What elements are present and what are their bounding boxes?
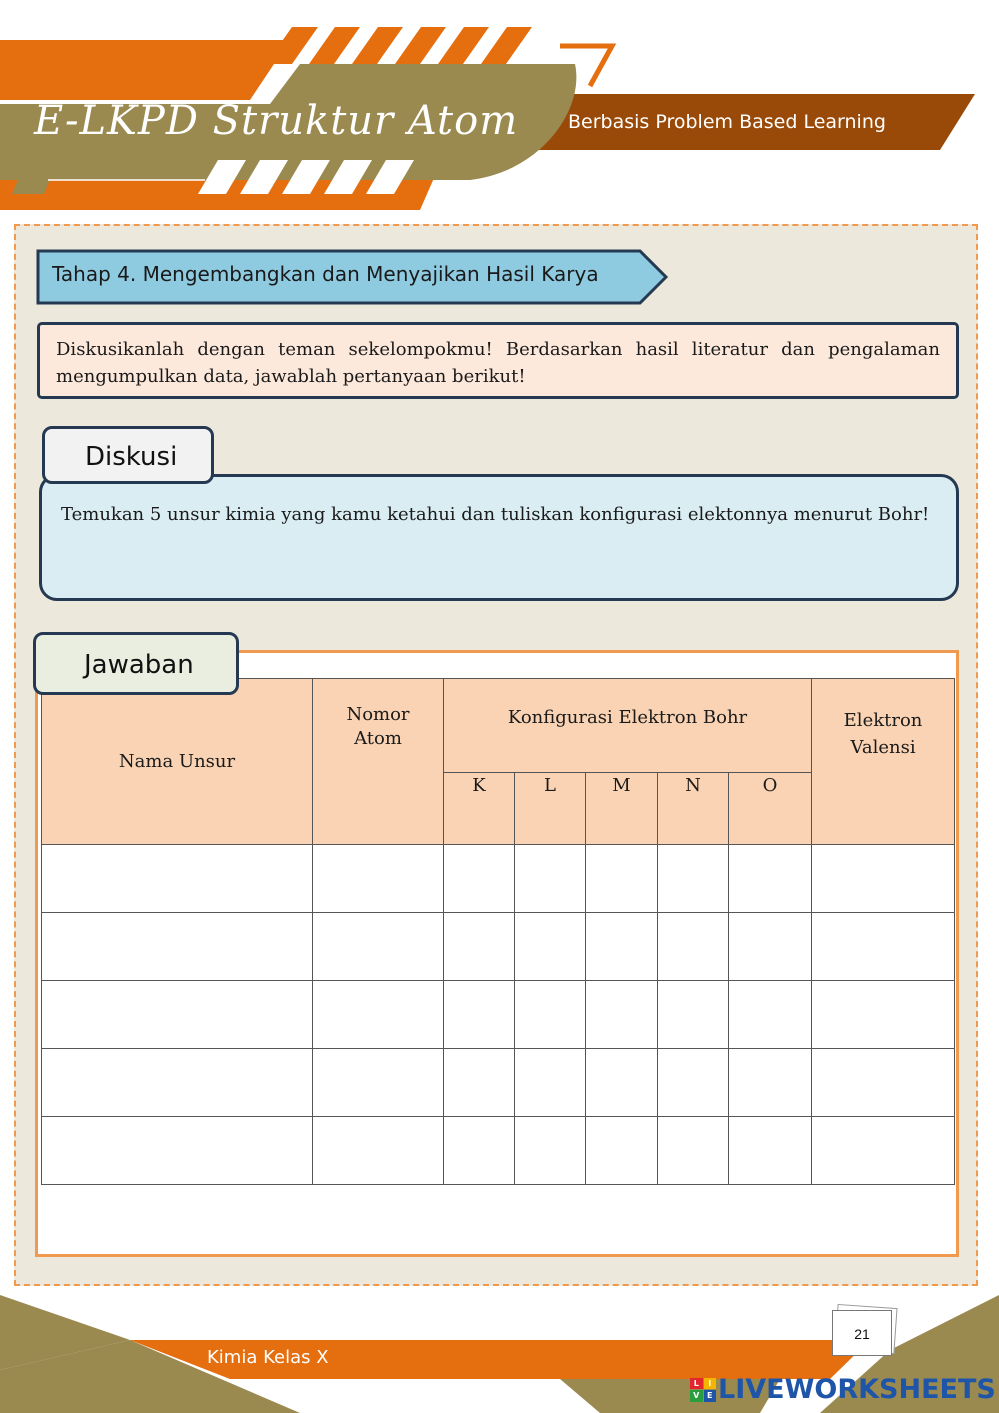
instruction-box	[37, 322, 959, 399]
shell-l-input[interactable]	[515, 1117, 586, 1185]
shell-n-input[interactable]	[658, 1049, 729, 1117]
shell-n-input[interactable]	[658, 981, 729, 1049]
answer-label: Jawaban	[33, 632, 239, 695]
shell-k-input[interactable]	[444, 1049, 515, 1117]
header-shell-o: O	[729, 773, 812, 845]
header-shell-l: L	[515, 773, 586, 845]
header-shell-m: M	[586, 773, 658, 845]
shell-n-input[interactable]	[658, 1117, 729, 1185]
element-name-input[interactable]	[42, 981, 313, 1049]
liveworksheets-watermark	[690, 1374, 996, 1405]
shell-k-input[interactable]	[444, 913, 515, 981]
shell-o-input[interactable]	[729, 913, 812, 981]
atomic-number-input[interactable]	[313, 1117, 444, 1185]
discussion-question: Temukan 5 unsur kimia yang kamu ketahui dan tuliskan konfigurasi elektonnya menurut Bohr!	[61, 504, 930, 525]
answer-table	[41, 678, 955, 1185]
discussion-label: Diskusi	[42, 426, 214, 484]
shell-m-input[interactable]	[586, 845, 658, 913]
element-name-input[interactable]	[42, 845, 313, 913]
shell-l-input[interactable]	[515, 1049, 586, 1117]
shell-o-input[interactable]	[729, 1049, 812, 1117]
valence-input[interactable]	[812, 1117, 955, 1185]
table-row	[42, 845, 955, 913]
table-row	[42, 981, 955, 1049]
atomic-number-input[interactable]	[313, 845, 444, 913]
header-shell-n: N	[658, 773, 729, 845]
shell-l-input[interactable]	[515, 981, 586, 1049]
shell-n-input[interactable]	[658, 913, 729, 981]
shell-l-input[interactable]	[515, 845, 586, 913]
shell-o-input[interactable]	[729, 845, 812, 913]
instruction-text: Diskusikanlah dengan teman sekelompokmu! Berdasarkan hasil literatur dan pengalaman mengumpulkan data, jawablah pertanyaan berikut!	[56, 339, 940, 387]
table-row	[42, 1117, 955, 1185]
stage-title: Tahap 4. Mengembangkan dan Menyajikan Hasil Karya	[52, 262, 599, 286]
page-number: 21	[832, 1310, 892, 1356]
shell-l-input[interactable]	[515, 913, 586, 981]
header-element-name: Nama Unsur	[42, 679, 313, 845]
valence-input[interactable]	[812, 1049, 955, 1117]
valence-input[interactable]	[812, 981, 955, 1049]
atomic-number-input[interactable]	[313, 913, 444, 981]
table-row	[42, 1049, 955, 1117]
liveworksheets-logo-icon: L I V E	[690, 1378, 716, 1402]
shell-n-input[interactable]	[658, 845, 729, 913]
header-atomic-number: Nomor Atom	[313, 679, 444, 845]
shell-m-input[interactable]	[586, 913, 658, 981]
worksheet-subtitle: Berbasis Problem Based Learning	[568, 111, 886, 133]
shell-o-input[interactable]	[729, 981, 812, 1049]
shell-m-input[interactable]	[586, 1049, 658, 1117]
shell-k-input[interactable]	[444, 845, 515, 913]
table-row	[42, 913, 955, 981]
footer-subject: Kimia Kelas X	[207, 1347, 329, 1368]
shell-m-input[interactable]	[586, 981, 658, 1049]
atomic-number-input[interactable]	[313, 981, 444, 1049]
liveworksheets-text: LIVEWORKSHEETS	[718, 1374, 996, 1405]
shell-k-input[interactable]	[444, 981, 515, 1049]
valence-input[interactable]	[812, 845, 955, 913]
header-shell-k: K	[444, 773, 515, 845]
atomic-number-input[interactable]	[313, 1049, 444, 1117]
shell-m-input[interactable]	[586, 1117, 658, 1185]
element-name-input[interactable]	[42, 1117, 313, 1185]
header-bohr-configuration: Konfigurasi Elektron Bohr	[444, 679, 812, 773]
shell-o-input[interactable]	[729, 1117, 812, 1185]
worksheet-title: E-LKPD Struktur Atom	[34, 98, 519, 144]
element-name-input[interactable]	[42, 1049, 313, 1117]
element-name-input[interactable]	[42, 913, 313, 981]
header-valence-electrons: Elektron Valensi	[812, 679, 955, 845]
shell-k-input[interactable]	[444, 1117, 515, 1185]
valence-input[interactable]	[812, 913, 955, 981]
discussion-box	[39, 474, 959, 601]
